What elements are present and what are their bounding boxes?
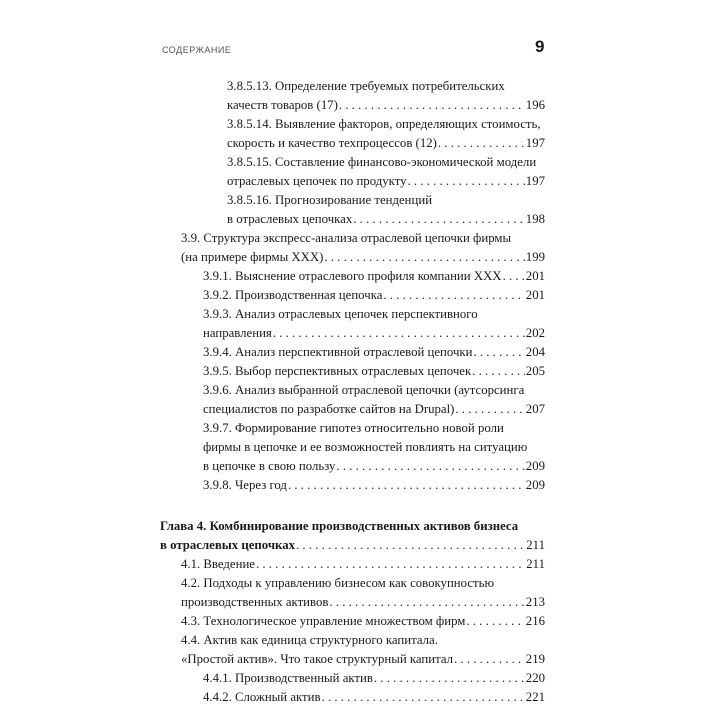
toc-page-number: 221 [525,690,545,704]
toc-page-number: 201 [525,288,545,302]
toc-page-number: 202 [525,326,545,340]
toc-entry [203,669,545,688]
toc-page-number: 201 [525,269,545,283]
toc-entry [227,191,545,210]
dot-leader [329,593,524,612]
toc-page-number: 207 [525,402,545,416]
toc-entry-text: в отраслевых цепочках [227,212,353,226]
dot-leader [408,172,525,191]
toc-entry-text: 3.9.1. Выяснение отраслевого профиля компании ХХХ [203,269,502,283]
toc-page-number: 216 [525,614,545,628]
toc-page-number: 198 [525,212,545,226]
toc-entry-text: направления [203,326,272,340]
toc-entry [203,476,545,495]
toc-entry [227,134,545,153]
toc-entry-text: (на примере фирмы ХХХ) [181,250,324,264]
toc-entry [203,381,545,400]
dot-leader [324,248,524,267]
dot-leader [256,555,525,574]
toc-entry-text: в цепочке в свою пользу [203,459,336,473]
toc-entry [203,305,545,324]
toc-entry-text: 3.9.6. Анализ выбранной отраслевой цепочки (аутсорсинга [203,383,525,397]
toc-entry [181,650,545,669]
toc-entry-text: фирмы в цепочке и ее возможностей повлиять на ситуацию [203,440,528,454]
toc-entry [181,229,545,248]
toc-page-number: 205 [525,364,545,378]
toc-entry-text: в отраслевых цепочках [160,538,296,552]
toc-page-number: 209 [525,478,545,492]
toc-entry-text: 4.3. Технологическое управление множеством фирм [181,614,466,628]
toc-entry [203,343,545,362]
toc-entry [203,457,545,476]
toc-entry [203,438,545,457]
toc-entry-text: 3.8.5.14. Выявление факторов, определяющих стоимость, [227,117,541,131]
toc-entry [227,172,545,191]
dot-leader [473,343,524,362]
toc-entry-text: 3.8.5.16. Прогнозирование тенденций [227,193,433,207]
toc-entry [227,115,545,134]
toc-entry [181,248,545,267]
dot-leader [273,324,525,343]
toc-entry [181,612,545,631]
toc-entry-text: 4.2. Подходы к управлению бизнесом как совокупностью [181,576,495,590]
toc-page-number: 209 [525,459,545,473]
dot-leader [374,669,525,688]
toc-entry-text: 3.9.5. Выбор перспективных отраслевых цепочек [203,364,472,378]
dot-leader [322,688,525,707]
toc-page-number: 211 [526,538,545,552]
toc-page-number: 219 [525,652,545,666]
toc-entry [203,688,545,707]
toc-page-number: 196 [525,98,545,112]
toc-entry-text: Глава 4. Комбинирование производственных активов бизнеса [160,519,519,533]
toc-page-number: 204 [525,345,545,359]
toc-entry-text: 4.4. Актив как единица структурного капитала. [181,633,438,647]
dot-leader [353,210,525,229]
toc-entry-text: 3.8.5.15. Составление финансово-экономической модели [227,155,537,169]
toc-entry-text: 3.9. Структура экспресс-анализа отраслевой цепочки фирмы [181,231,512,245]
dot-leader [472,362,525,381]
toc-entry-text: 3.9.3. Анализ отраслевых цепочек перспективного [203,307,478,321]
toc-entry [181,574,545,593]
toc-entry [227,210,545,229]
dot-leader [288,476,525,495]
toc-entry [203,400,545,419]
toc-entry-text: производственных активов [181,595,329,609]
toc-entry [227,153,545,172]
toc-entry [181,555,545,574]
toc-entry [181,631,545,650]
toc-entry-text: 4.4.2. Сложный актив [203,690,321,704]
toc-page-number: 199 [525,250,545,264]
toc-entry-text: скорость и качество техпроцессов (12) [227,136,437,150]
toc-entry-text: 4.4.1. Производственный актив [203,671,373,685]
toc-page-number: 213 [525,595,545,609]
toc-entry [203,362,545,381]
toc-entry [203,419,545,438]
toc-entry-text: 3.8.5.13. Определение требуемых потребительских [227,79,505,93]
toc-entry [203,324,545,343]
dot-leader [466,612,524,631]
dot-leader [438,134,525,153]
toc-chapter-heading [160,536,545,555]
toc-page-number: 211 [526,557,545,571]
toc-entry-text: 4.1. Введение [181,557,255,571]
dot-leader [336,457,524,476]
toc-entry-text: 3.9.2. Производственная цепочка [203,288,383,302]
toc-page-number: 197 [525,174,545,188]
toc-entry-text: качеств товаров (17) [227,98,338,112]
toc-page-number: 197 [525,136,545,150]
toc-entry-text: отраслевых цепочек по продукту [227,174,407,188]
dot-leader [383,286,524,305]
toc-entry [227,77,545,96]
dot-leader [296,536,525,555]
running-header: СОДЕРЖАНИЕ [162,45,232,55]
dot-leader [455,400,524,419]
dot-leader [339,96,525,115]
page-number: 9 [535,37,545,56]
toc-entry-text: «Простой актив». Что такое структурный капитал [181,652,454,666]
dot-leader [503,267,525,286]
toc-entry [181,593,545,612]
toc-entry-text: специалистов по разработке сайтов на Drupal) [203,402,455,416]
toc-entry-text: 3.9.8. Через год [203,478,287,492]
toc-entry-text: 3.9.7. Формирование гипотез относительно новой роли [203,421,504,435]
toc-chapter-heading [160,517,545,536]
toc-entry [203,267,545,286]
toc-entry [203,286,545,305]
toc-entry [227,96,545,115]
toc-page-number: 220 [525,671,545,685]
toc-entry-text: 3.9.4. Анализ перспективной отраслевой цепочки [203,345,473,359]
dot-leader [454,650,525,669]
